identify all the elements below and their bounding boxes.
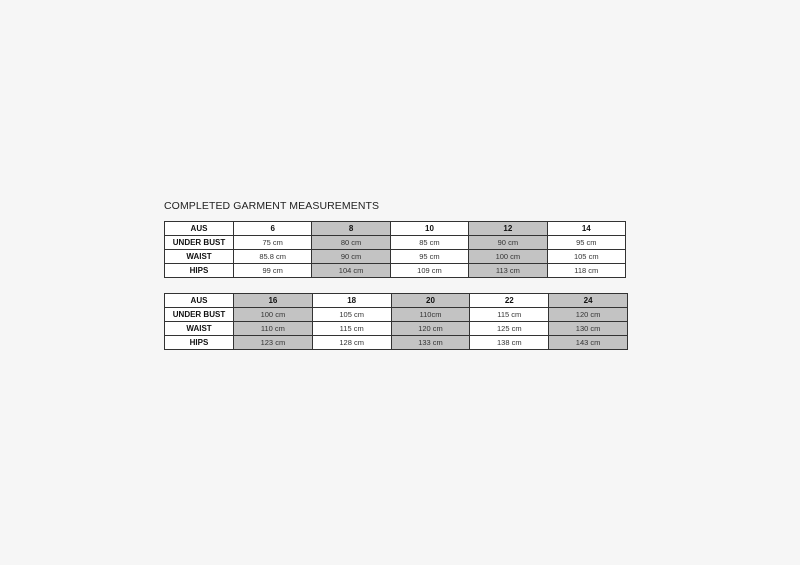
measurement-cell: 118 cm xyxy=(547,264,625,278)
row-label: WAIST xyxy=(165,250,234,264)
measurement-cell: 130 cm xyxy=(549,322,628,336)
row-label: UNDER BUST xyxy=(165,308,234,322)
measurement-cell: 110 cm xyxy=(234,322,313,336)
measurement-cell: 115 cm xyxy=(312,322,391,336)
size-header: 12 xyxy=(469,222,547,236)
measurement-cell: 105 cm xyxy=(312,308,391,322)
measurement-cell: 133 cm xyxy=(391,336,470,350)
table-row xyxy=(165,236,626,250)
size-header: 16 xyxy=(234,294,313,308)
measurement-cell: 110cm xyxy=(391,308,470,322)
table-header-row xyxy=(165,294,628,308)
measurement-cell: 85.8 cm xyxy=(234,250,312,264)
size-table-1 xyxy=(164,221,626,278)
size-header: 20 xyxy=(391,294,470,308)
table-row xyxy=(165,250,626,264)
measurement-cell: 90 cm xyxy=(312,250,390,264)
measurement-cell: 104 cm xyxy=(312,264,390,278)
table-row xyxy=(165,322,628,336)
measurement-cell: 100 cm xyxy=(469,250,547,264)
measurement-cell: 138 cm xyxy=(470,336,549,350)
measurement-cell: 95 cm xyxy=(390,250,468,264)
measurement-cell: 80 cm xyxy=(312,236,390,250)
measurement-cell: 115 cm xyxy=(470,308,549,322)
measurement-cell: 105 cm xyxy=(547,250,625,264)
measurement-cell: 109 cm xyxy=(390,264,468,278)
region-label: AUS xyxy=(165,294,234,308)
size-header: 6 xyxy=(234,222,312,236)
row-label: HIPS xyxy=(165,336,234,350)
measurement-cell: 75 cm xyxy=(234,236,312,250)
table-row xyxy=(165,308,628,322)
measurement-cell: 128 cm xyxy=(312,336,391,350)
table-row xyxy=(165,336,628,350)
measurement-cell: 143 cm xyxy=(549,336,628,350)
measurement-cell: 125 cm xyxy=(470,322,549,336)
measurement-cell: 99 cm xyxy=(234,264,312,278)
measurement-cell: 120 cm xyxy=(549,308,628,322)
region-label: AUS xyxy=(165,222,234,236)
size-header: 14 xyxy=(547,222,625,236)
page-title: COMPLETED GARMENT MEASUREMENTS xyxy=(164,200,380,212)
row-label: WAIST xyxy=(165,322,234,336)
size-header: 22 xyxy=(470,294,549,308)
table-header-row xyxy=(165,222,626,236)
row-label: HIPS xyxy=(165,264,234,278)
size-table-2 xyxy=(164,293,628,350)
measurement-cell: 95 cm xyxy=(547,236,625,250)
measurement-cell: 90 cm xyxy=(469,236,547,250)
measurement-cell: 120 cm xyxy=(391,322,470,336)
table-row xyxy=(165,264,626,278)
measurement-cell: 123 cm xyxy=(234,336,313,350)
measurement-cell: 113 cm xyxy=(469,264,547,278)
measurement-cell: 100 cm xyxy=(234,308,313,322)
size-header: 8 xyxy=(312,222,390,236)
size-header: 24 xyxy=(549,294,628,308)
row-label: UNDER BUST xyxy=(165,236,234,250)
measurement-cell: 85 cm xyxy=(390,236,468,250)
size-header: 10 xyxy=(390,222,468,236)
size-header: 18 xyxy=(312,294,391,308)
